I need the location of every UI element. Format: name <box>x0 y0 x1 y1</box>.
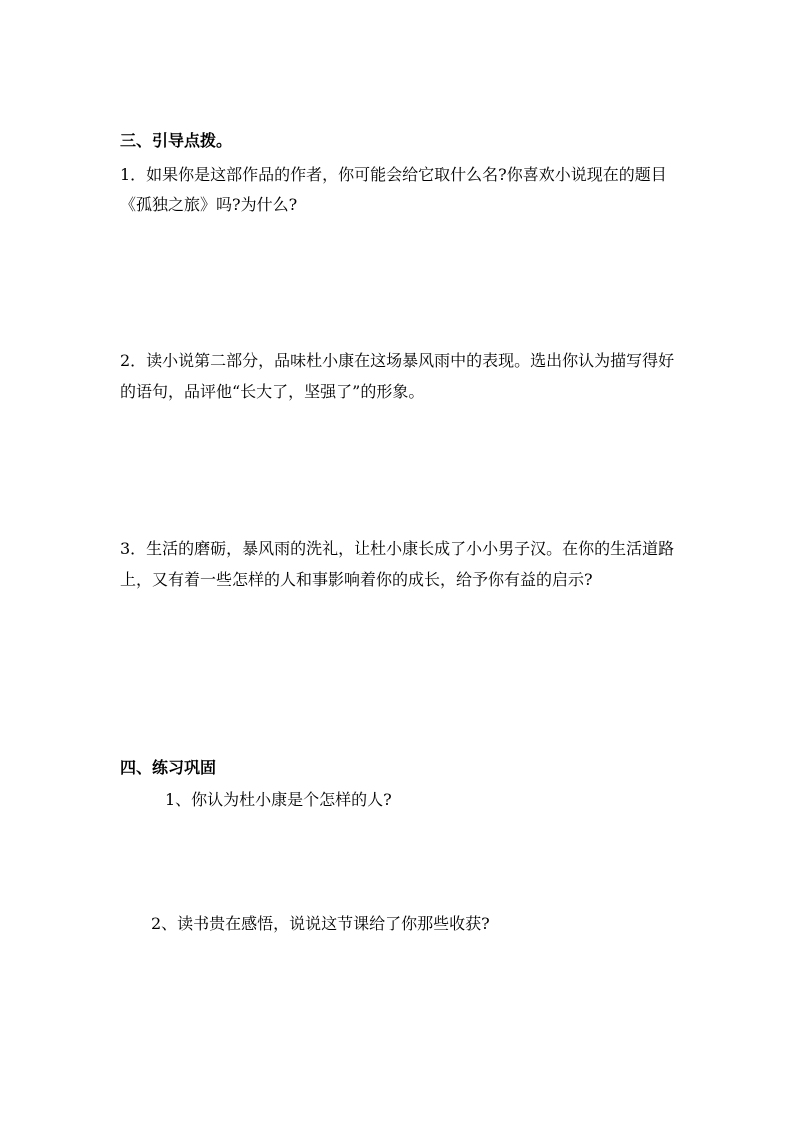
question-2-line-1: 2．读小说第二部分，品味杜小康在这场暴风雨中的表现。选出你认为描写得好 <box>120 351 675 370</box>
question-1-line-2: 《孤独之旅》吗?为什么? <box>120 195 298 214</box>
section-heading-practice: 四、练习巩固 <box>120 758 217 777</box>
practice-question-1: 1、你认为杜小康是个怎样的人? <box>165 790 392 809</box>
question-3-line-2: 上，又有着一些怎样的人和事影响着你的成长，给予你有益的启示? <box>120 570 593 589</box>
question-1-line-1: 1．如果你是这部作品的作者，你可能会给它取什么名?你喜欢小说现在的题目 <box>120 165 667 184</box>
section-heading-guidance: 三、引导点拨。 <box>120 131 233 150</box>
question-2-line-2: 的语句，品评他“长大了，坚强了”的形象。 <box>120 382 425 401</box>
practice-question-2: 2、读书贵在感悟，说说这节课给了你那些收获? <box>151 914 490 933</box>
question-3-line-1: 3．生活的磨砺，暴风雨的洗礼，让杜小康长成了小小男子汉。在你的生活道路 <box>120 539 675 558</box>
